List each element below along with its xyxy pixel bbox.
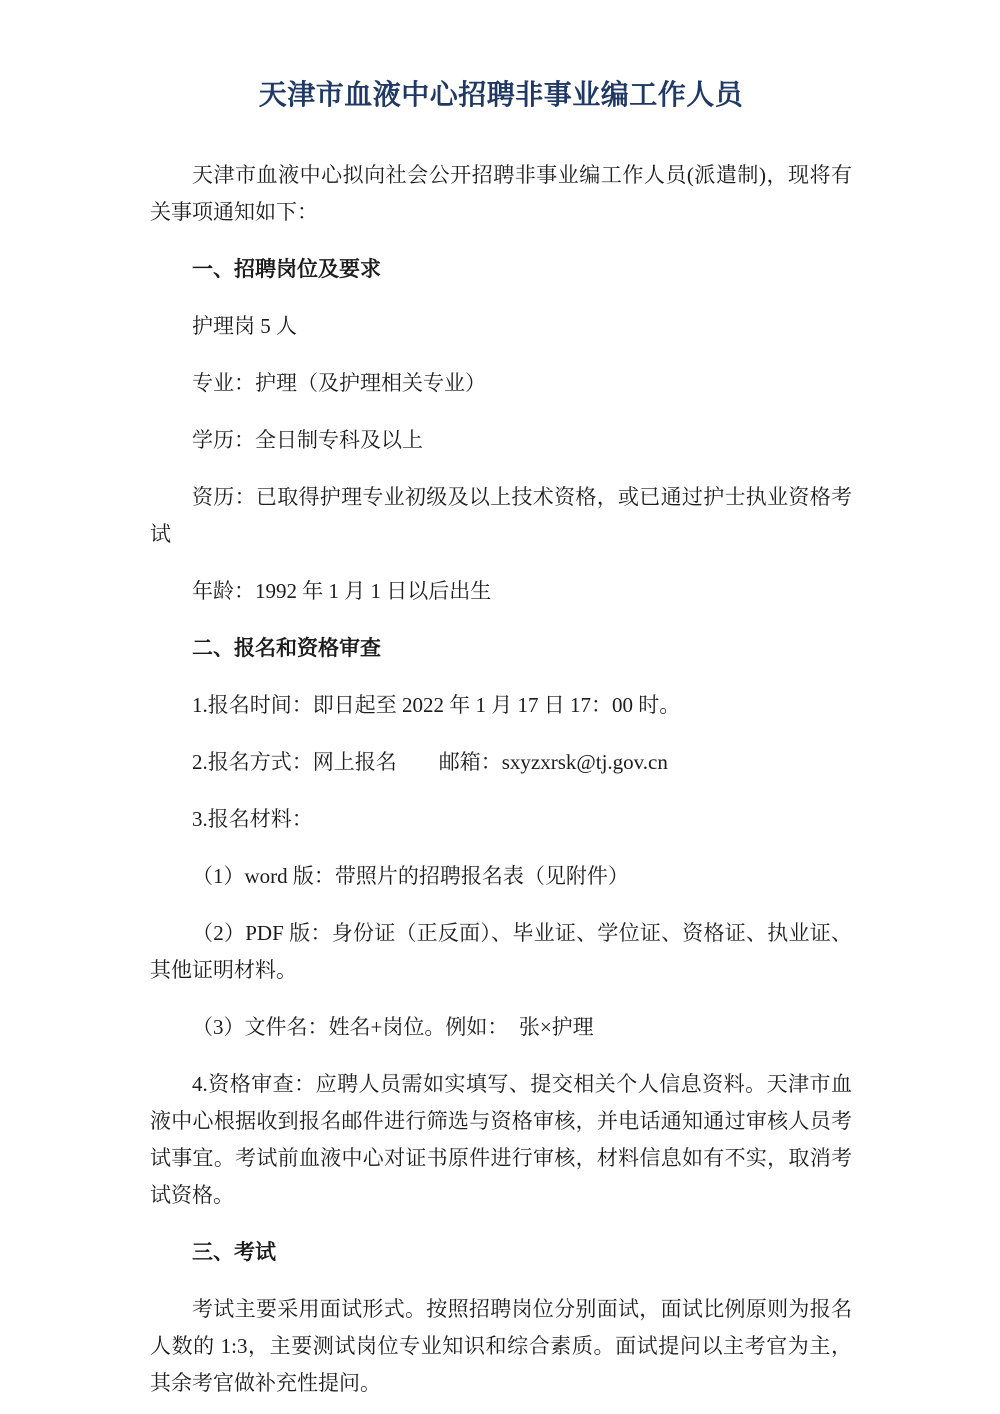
document-title: 天津市血液中心招聘非事业编工作人员 <box>258 79 744 110</box>
section-2-heading: 二、报名和资格审查 <box>192 636 381 660</box>
major-requirement-line: 专业：护理（及护理相关专业） <box>192 371 486 395</box>
material-filename-line: （3）文件名：姓名+岗位。例如： 张×护理 <box>192 1015 594 1039</box>
application-time-line: 1.报名时间：即日起至 2022 年 1 月 17 日 17：00 时。 <box>192 693 681 717</box>
position-count-line: 护理岗 5 人 <box>192 314 297 338</box>
application-materials-line: 3.报名材料： <box>192 807 313 831</box>
application-method-line: 2.报名方式：网上报名 邮箱：sxyzxrsk@tj.gov.cn <box>192 750 668 774</box>
exam-description-paragraph: 考试主要采用面试形式。按照招聘岗位分别面试，面试比例原则为报名人数的 1:3，主要测试岗位专业知识和综合素质。面试提问以主考官为主，其余考官做补充性提问。 <box>150 1297 852 1395</box>
qualification-requirement-line: 资历：已取得护理专业初级及以上技术资格，或已通过护士执业资格考试 <box>150 485 852 546</box>
section-1-heading: 一、招聘岗位及要求 <box>192 257 381 281</box>
qualification-review-paragraph: 4.资格审查：应聘人员需如实填写、提交相关个人信息资料。天津市血液中心根据收到报名邮件进行筛选与资格审核，并电话通知通过审核人员考试事宜。考试前血液中心对证书原件进行审核，材料信息如有不实，取消考试资格。 <box>150 1072 852 1207</box>
material-pdf-line: （2）PDF 版：身份证（正反面）、毕业证、学位证、资格证、执业证、其他证明材料。 <box>150 921 852 982</box>
section-3-heading: 三、考试 <box>192 1240 276 1264</box>
age-requirement-line: 年龄：1992 年 1 月 1 日以后出生 <box>192 579 492 603</box>
education-requirement-line: 学历：全日制专科及以上 <box>192 428 423 452</box>
intro-paragraph: 天津市血液中心拟向社会公开招聘非事业编工作人员(派遣制)，现将有关事项通知如下： <box>150 163 852 224</box>
material-word-line: （1）word 版：带照片的招聘报名表（见附件） <box>192 864 629 888</box>
